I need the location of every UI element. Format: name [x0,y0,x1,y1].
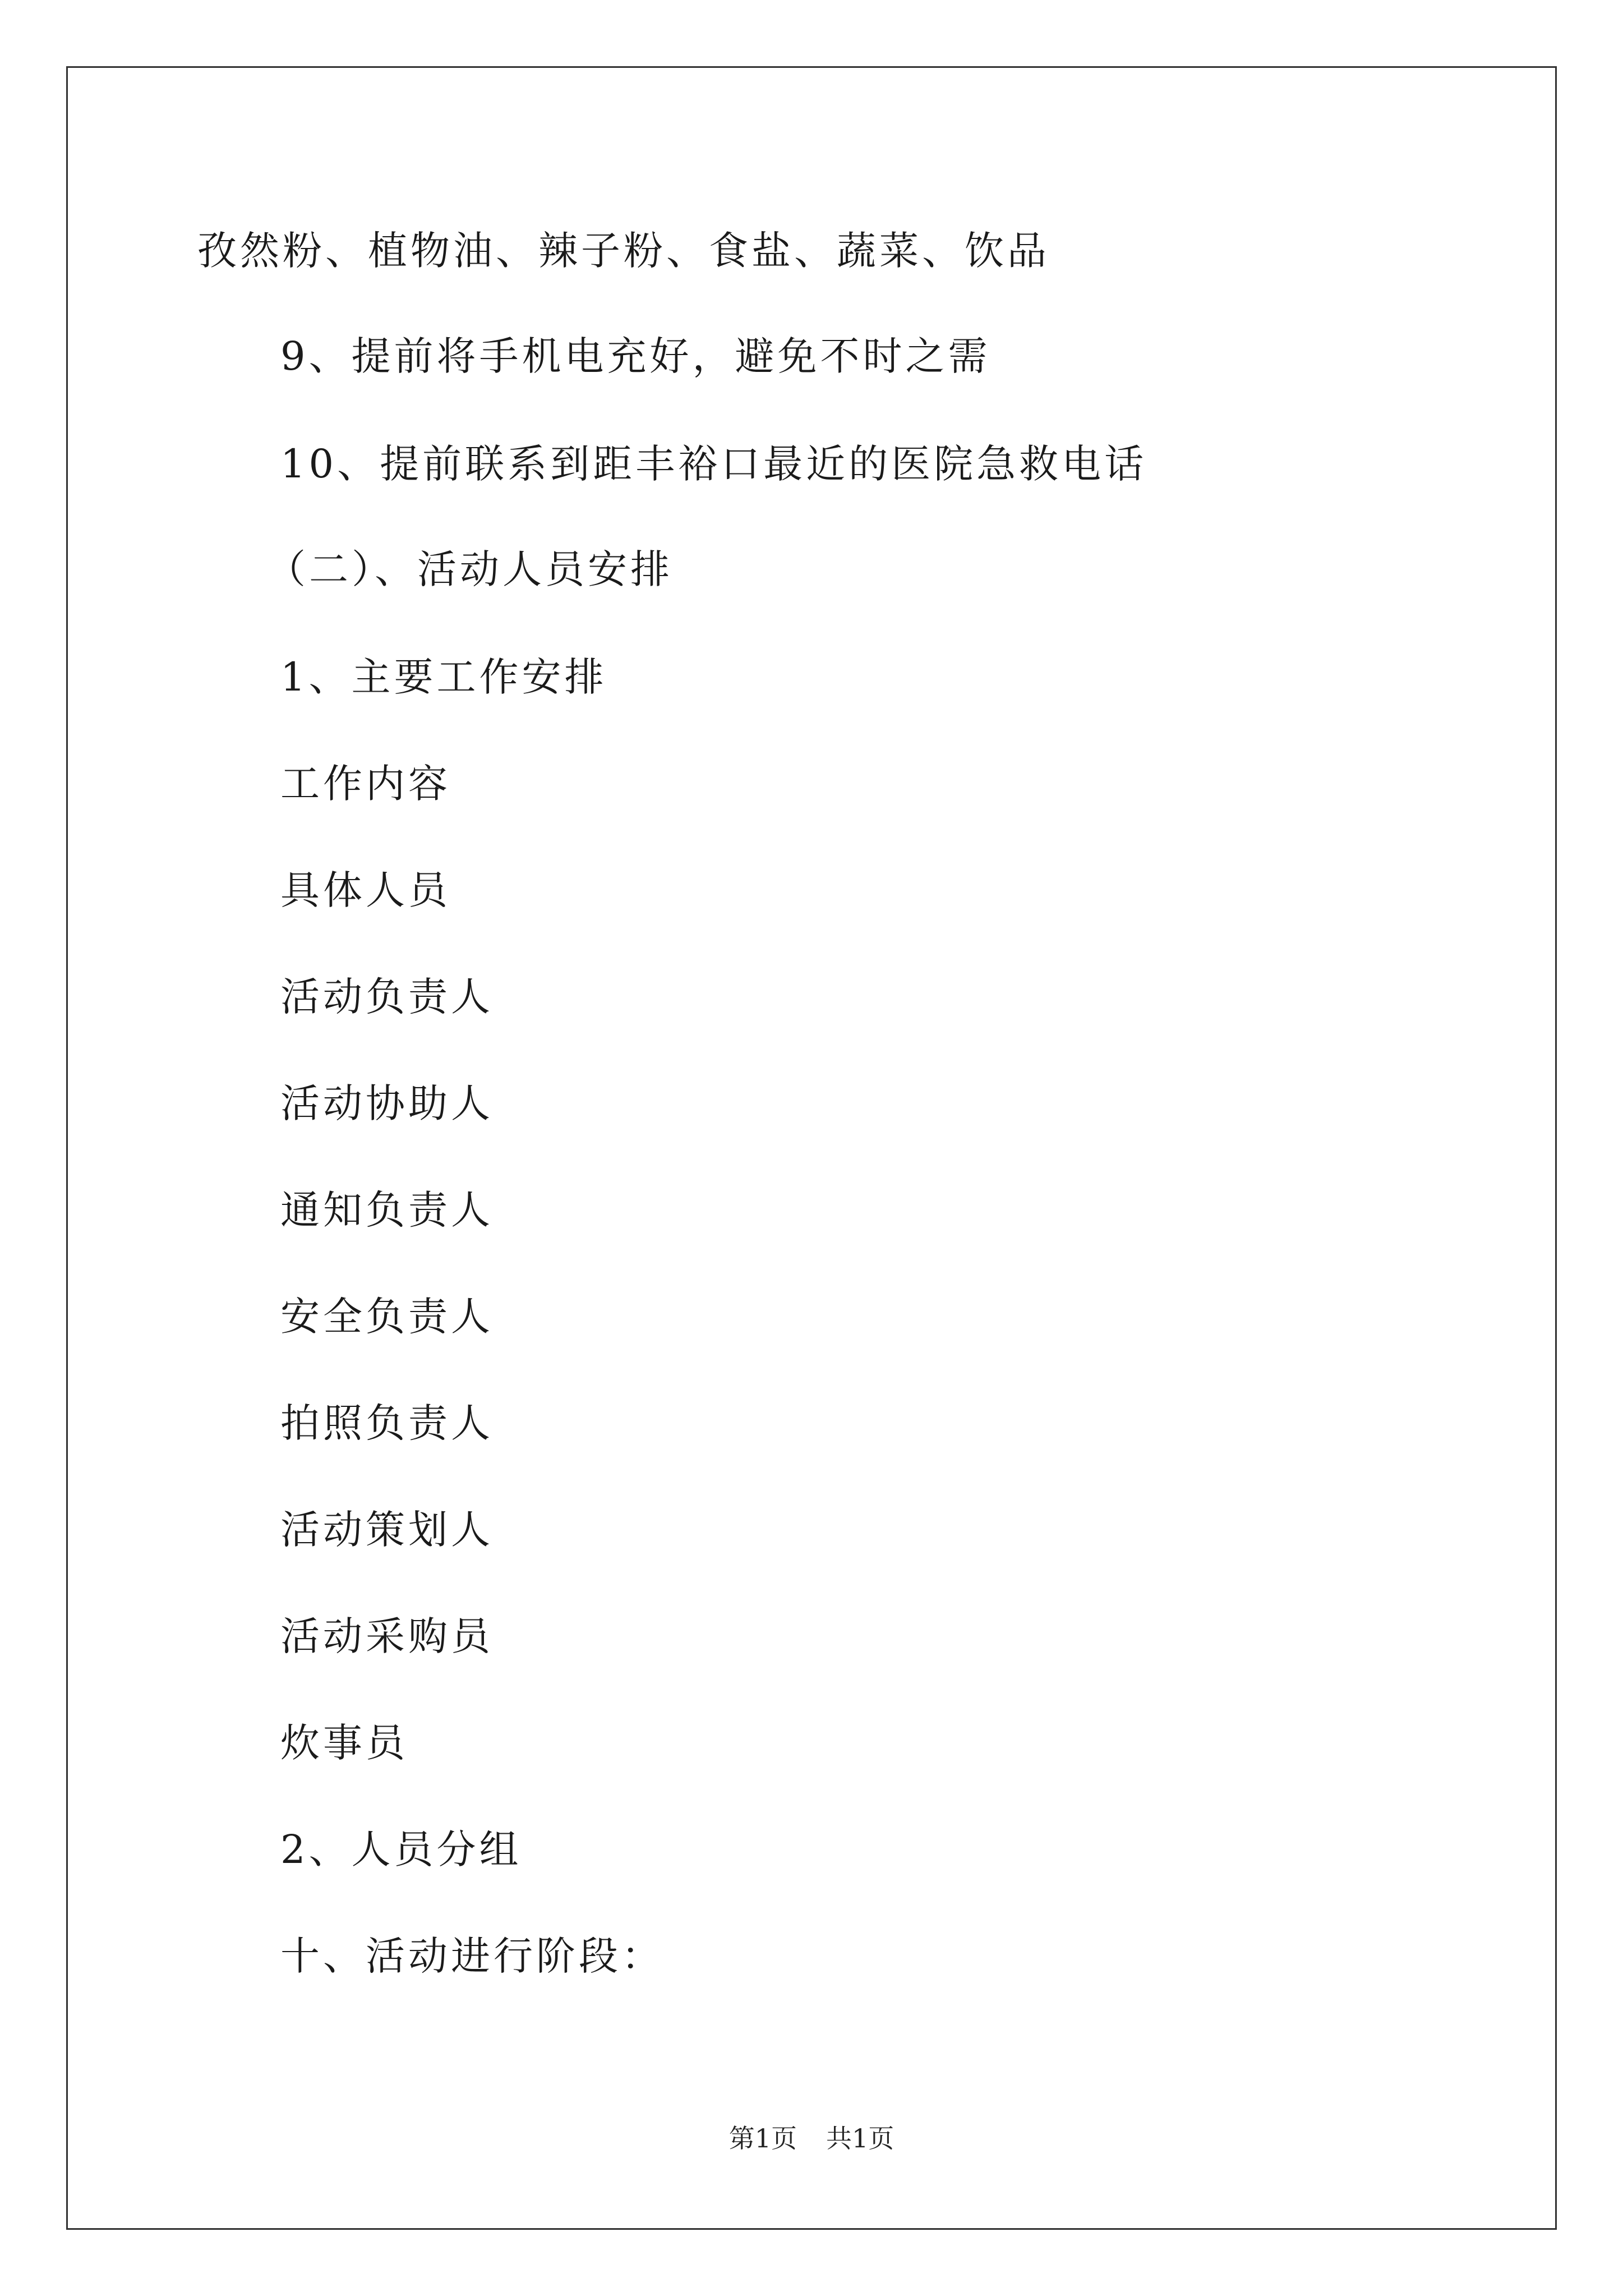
text-line-grouping: 2、人员分组 [280,1826,522,1872]
text-line-ingredients: 孜然粉、植物油、辣子粉、食盐、蔬菜、饮品 [197,228,1050,274]
text-line-item-9: 9、提前将手机电充好，避免不时之需 [280,333,991,379]
section-heading-staff: （二）、活动人员安排 [266,546,673,592]
text-line-specific-staff: 具体人员 [280,867,451,913]
text-line-work-arrangement: 1、主要工作安排 [280,654,607,700]
text-line-planner: 活动策划人 [280,1507,494,1553]
text-line-notice-lead: 通知负责人 [280,1187,494,1233]
page-number-total: 共1页 [826,2123,895,2154]
text-line-cook: 炊事员 [280,1720,408,1766]
text-line-activity-lead: 活动负责人 [280,974,494,1020]
text-line-activity-assistant: 活动协助人 [280,1080,494,1126]
page-footer [0,2122,1623,2155]
text-line-safety-lead: 安全负责人 [280,1294,494,1340]
text-line-purchaser: 活动采购员 [280,1613,494,1659]
text-line-item-10: 10、提前联系到距丰裕口最近的医院急救电话 [280,441,1147,487]
text-line-work-content: 工作内容 [280,761,451,807]
page-number-current: 第1页 [728,2123,797,2154]
section-heading-activity-stage: 十、活动进行阶段： [280,1933,664,1979]
page-border [66,66,1557,2230]
text-line-photo-lead: 拍照负责人 [280,1400,494,1446]
